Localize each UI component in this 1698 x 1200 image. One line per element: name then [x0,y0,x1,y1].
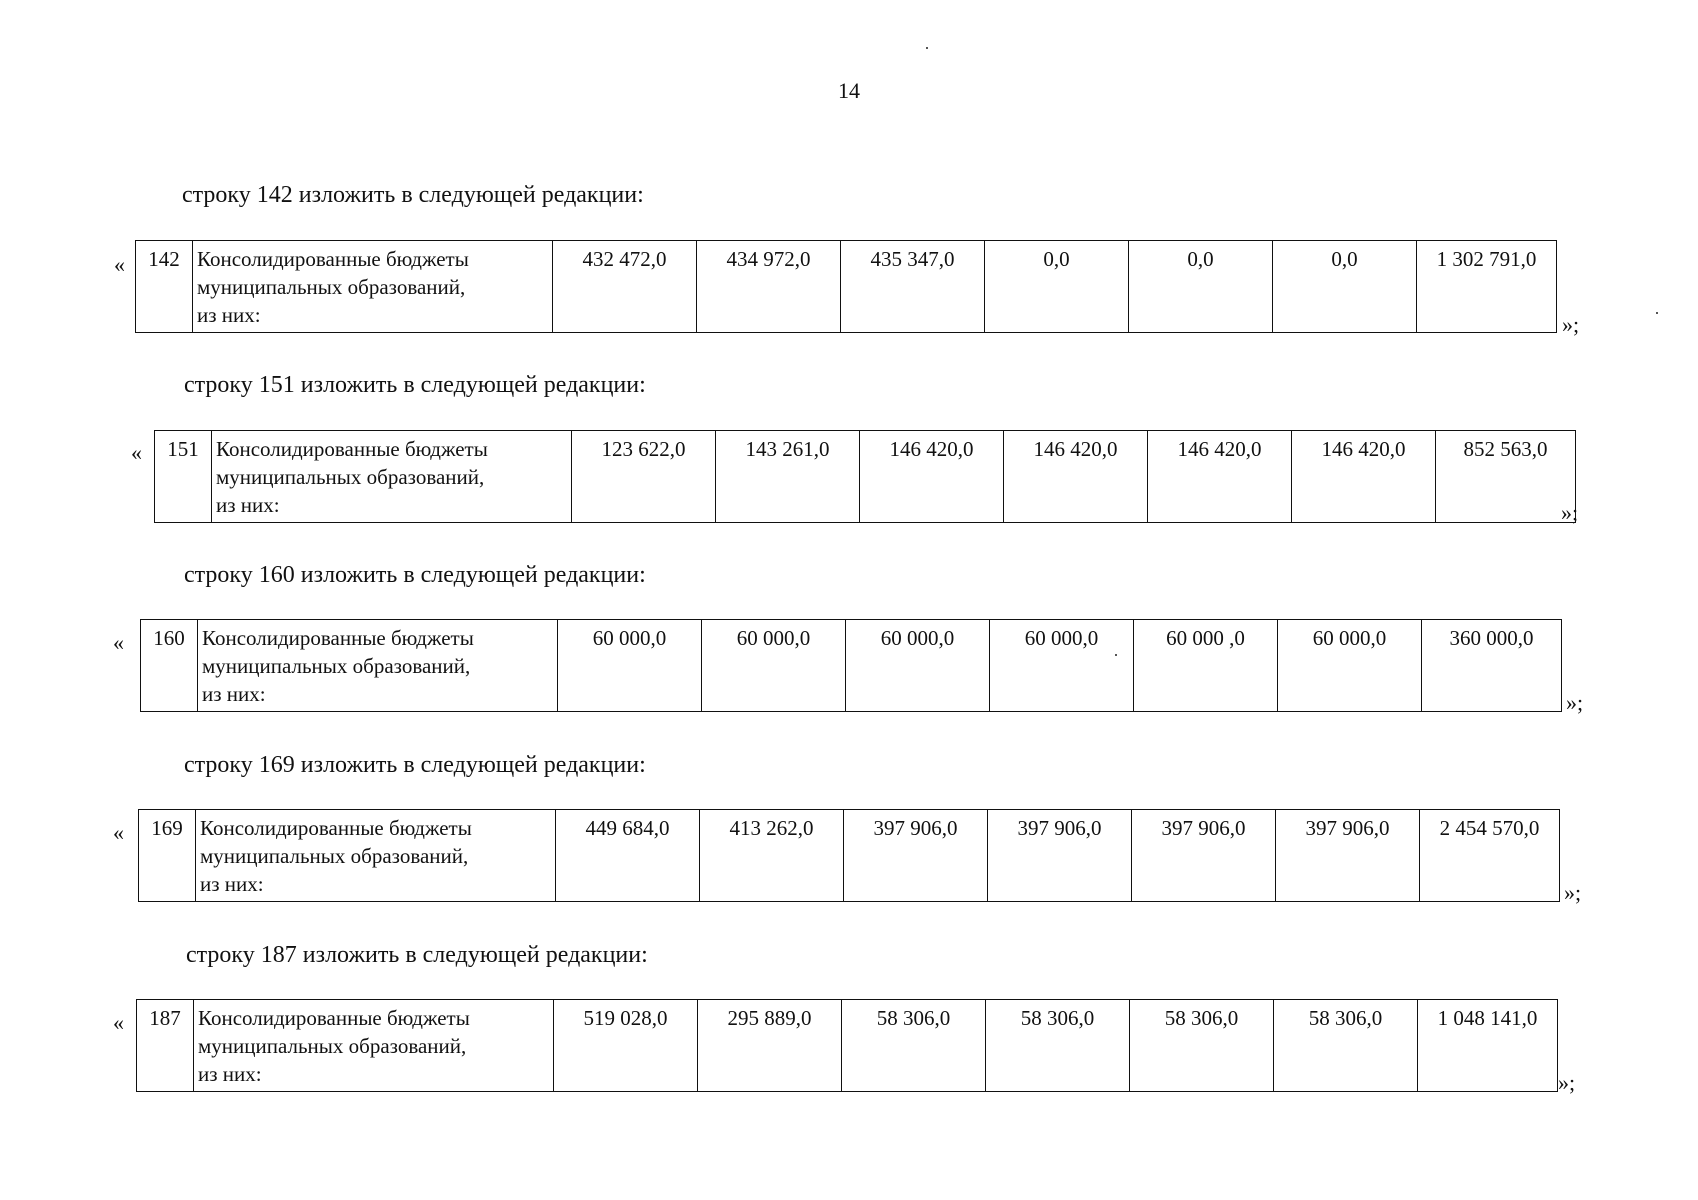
row-name-line: муниципальных образований, [200,844,469,868]
table-row [141,620,1562,712]
value-cell: 0,0 [1129,241,1273,333]
value-cell: 397 906,0 [844,810,988,902]
row-name-line: Консолидированные бюджеты [198,1006,470,1030]
value-cell: 519 028,0 [554,1000,698,1092]
total-cell: 360 000,0 [1422,620,1562,712]
row-number-cell: 160 [141,620,198,712]
value-cell: 60 000,0 [558,620,702,712]
total-cell: 852 563,0 [1436,431,1576,523]
value-cell: 60 000,0 [1278,620,1422,712]
value-cell: 413 262,0 [700,810,844,902]
row-name-cell [198,620,558,712]
row-table-160 [140,619,1562,712]
row-table-187 [136,999,1558,1092]
value-cell: 60 000,0 [990,620,1134,712]
row-number-cell: 142 [136,241,193,333]
section-heading-187: строку 187 изложить в следующей редакции: [186,942,648,968]
row-name-line: из них: [198,1062,262,1086]
table-row [155,431,1576,523]
value-cell: 58 306,0 [1130,1000,1274,1092]
opening-quote: « [113,1010,124,1035]
value-cell: 60 000,0 [846,620,990,712]
row-name-line: Консолидированные бюджеты [197,247,469,271]
closing-quote: »; [1561,500,1579,525]
value-cell: 143 261,0 [716,431,860,523]
value-cell: 58 306,0 [1274,1000,1418,1092]
closing-quote: »; [1562,312,1580,337]
total-cell: 2 454 570,0 [1420,810,1560,902]
value-cell: 432 472,0 [553,241,697,333]
row-table-142 [135,240,1557,333]
row-number-cell: 169 [139,810,196,902]
row-table-151 [154,430,1576,523]
row-number-cell: 151 [155,431,212,523]
value-cell: 146 420,0 [1292,431,1436,523]
row-name-line: из них: [202,682,266,706]
value-cell: 146 420,0 [1148,431,1292,523]
section-heading-169: строку 169 изложить в следующей редакции: [184,752,646,778]
total-cell: 1 302 791,0 [1417,241,1557,333]
value-cell: 449 684,0 [556,810,700,902]
section-heading-160: строку 160 изложить в следующей редакции: [184,562,646,588]
row-name-cell [194,1000,554,1092]
table-row [139,810,1560,902]
closing-quote: »; [1566,690,1584,715]
page-number: 14 [838,78,860,103]
value-cell: 434 972,0 [697,241,841,333]
row-name-line: Консолидированные бюджеты [202,626,474,650]
total-cell: 1 048 141,0 [1418,1000,1558,1092]
section-heading-142: строку 142 изложить в следующей редакции: [182,182,644,208]
opening-quote: « [113,820,124,845]
value-cell: 146 420,0 [1004,431,1148,523]
section-heading-151: строку 151 изложить в следующей редакции: [184,372,646,398]
value-cell: 397 906,0 [1276,810,1420,902]
value-cell: 58 306,0 [986,1000,1130,1092]
closing-quote: »; [1564,880,1582,905]
opening-quote: « [131,440,142,465]
opening-quote: « [114,252,125,277]
row-name-line: Консолидированные бюджеты [200,816,472,840]
row-name-line: из них: [197,303,261,327]
value-cell: 295 889,0 [698,1000,842,1092]
table-row [137,1000,1558,1092]
value-cell: 123 622,0 [572,431,716,523]
scan-speck [1115,654,1117,656]
closing-quote: »; [1558,1070,1576,1095]
value-cell: 58 306,0 [842,1000,986,1092]
row-number-cell: 187 [137,1000,194,1092]
value-cell: 397 906,0 [988,810,1132,902]
value-cell: 60 000 ,0 [1134,620,1278,712]
value-cell: 0,0 [985,241,1129,333]
row-name-cell [193,241,553,333]
row-name-line: из них: [200,872,264,896]
value-cell: 0,0 [1273,241,1417,333]
row-name-cell [196,810,556,902]
row-name-line: муниципальных образований, [202,654,471,678]
row-table-169 [138,809,1560,902]
opening-quote: « [113,630,124,655]
value-cell: 397 906,0 [1132,810,1276,902]
value-cell: 435 347,0 [841,241,985,333]
row-name-line: муниципальных образований, [197,275,466,299]
value-cell: 146 420,0 [860,431,1004,523]
value-cell: 60 000,0 [702,620,846,712]
scan-speck [926,47,928,49]
row-name-line: муниципальных образований, [216,465,485,489]
row-name-line: из них: [216,493,280,517]
row-name-line: муниципальных образований, [198,1034,467,1058]
row-name-cell [212,431,572,523]
scan-speck [1656,312,1658,314]
table-row [136,241,1557,333]
row-name-line: Консолидированные бюджеты [216,437,488,461]
